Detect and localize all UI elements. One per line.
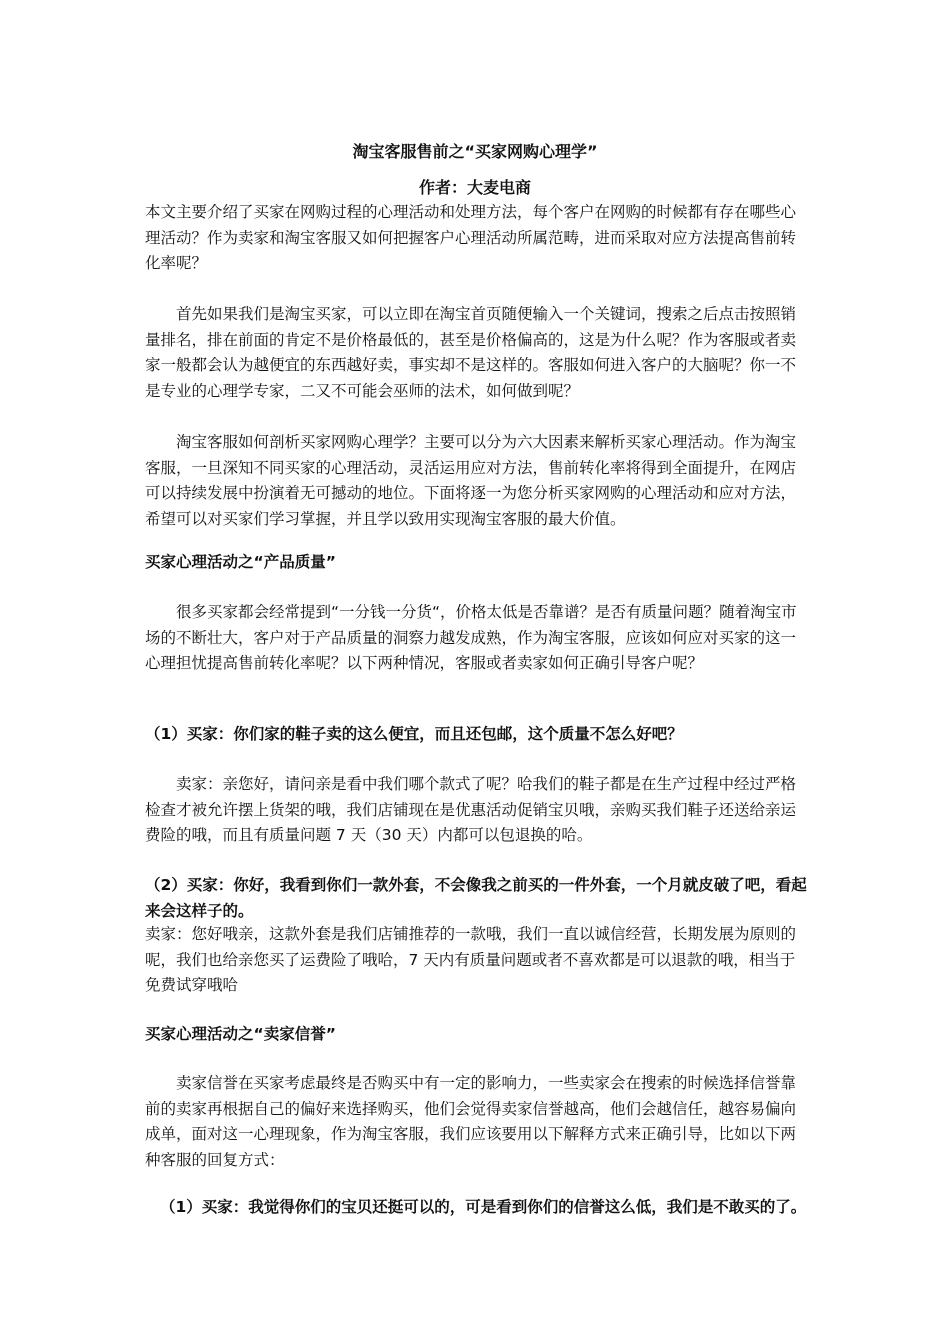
- buyer-question-3: （1）买家：我觉得你们的宝贝还挺可以的，可是看到你们的信誉这么低，我们是不敢买的了。: [160, 1198, 807, 1216]
- buyer-question-2: （2）买家：你好，我看到你们一款外套，不会像我之前买的一件外套，一个月就皮破了吧，看起来会这样子的。: [145, 876, 807, 920]
- section-heading-quality: 买家心理活动之“产品质量”: [145, 553, 336, 571]
- paragraph-2: 淘宝客服如何剖析买家网购心理学？主要可以分为六大因素来解析买家心理活动。作为淘宝客服，一旦深知不同买家的心理活动，灵活运用应对方法，售前转化率将得到全面提升，在网店可以持续发展中扮演着无可撼动的地位。下面将逐一为您分析买家网购的心理活动和应对方法，希望可以对买家们学习掌握，并且学以致用实现淘宝客服的最大价值。: [145, 433, 797, 528]
- paragraph-1: 首先如果我们是淘宝买家，可以立即在淘宝首页随便输入一个关键词，搜索之后点击按照销量排名，排在前面的肯定不是价格最低的，甚至是价格偏高的，这是为什么呢？作为客服或者卖家一般都会认为越便宜的东西越好卖，事实却不是这样的。客服如何进入客户的大脑呢？你一不是专业的心理学专家，二又不可能会巫师的法术，如何做到呢？: [145, 305, 797, 400]
- section-heading-reputation: 买家心理活动之“卖家信誉”: [145, 1025, 336, 1043]
- paragraph-4: 卖家信誉在买家考虑最终是否购买中有一定的影响力，一些卖家会在搜索的时候选择信誉靠前的卖家再根据自己的偏好来选择购买，他们会觉得卖家信誉越高，他们会越信任，越容易偏向成单，面对这一心理现象，作为淘宝客服，我们应该要用以下解释方式来正确引导，比如以下两种客服的回复方式：: [145, 1074, 797, 1169]
- paragraph-3: 很多买家都会经常提到“一分钱一分货“，价格太低是否靠谱？是否有质量问题？随着淘宝市场的不断壮大，客户对于产品质量的洞察力越发成熟，作为淘宝客服，应该如何应对买家的这一心理担忧提高售前转化率呢？以下两种情况，客服或者卖家如何正确引导客户呢？: [145, 603, 797, 672]
- author-line: 作者：大麦电商: [418, 178, 531, 197]
- buyer-question-1: （1）买家：你们家的鞋子卖的这么便宜，而且还包邮，这个质量不怎么好吧？: [145, 725, 683, 743]
- seller-answer-2: 卖家：您好哦亲，这款外套是我们店铺推荐的一款哦，我们一直以诚信经营，长期发展为原则的呢，我们也给亲您买了运费险了哦哈，7 天内有质量问题或者不喜欢都是可以退款的哦，相当于免费试穿哦哈: [145, 925, 797, 994]
- intro-paragraph: 本文主要介绍了买家在网购过程的心理活动和处理方法，每个客户在网购的时候都有存在哪些心理活动？作为卖家和淘宝客服又如何把握客户心理活动所属范畴，进而采取对应方法提高售前转化率呢？: [145, 203, 797, 272]
- seller-answer-1: 卖家：亲您好，请问亲是看中我们哪个款式了呢？哈我们的鞋子都是在生产过程中经过严格检查才被允许摆上货架的哦，我们店铺现在是优惠活动促销宝贝哦，亲购买我们鞋子还送给亲运费险的哦，而且有质量问题 7 天（30 天）内都可以包退换的哈。: [145, 775, 797, 844]
- document-title: 淘宝客服售前之“买家网购心理学”: [352, 142, 598, 161]
